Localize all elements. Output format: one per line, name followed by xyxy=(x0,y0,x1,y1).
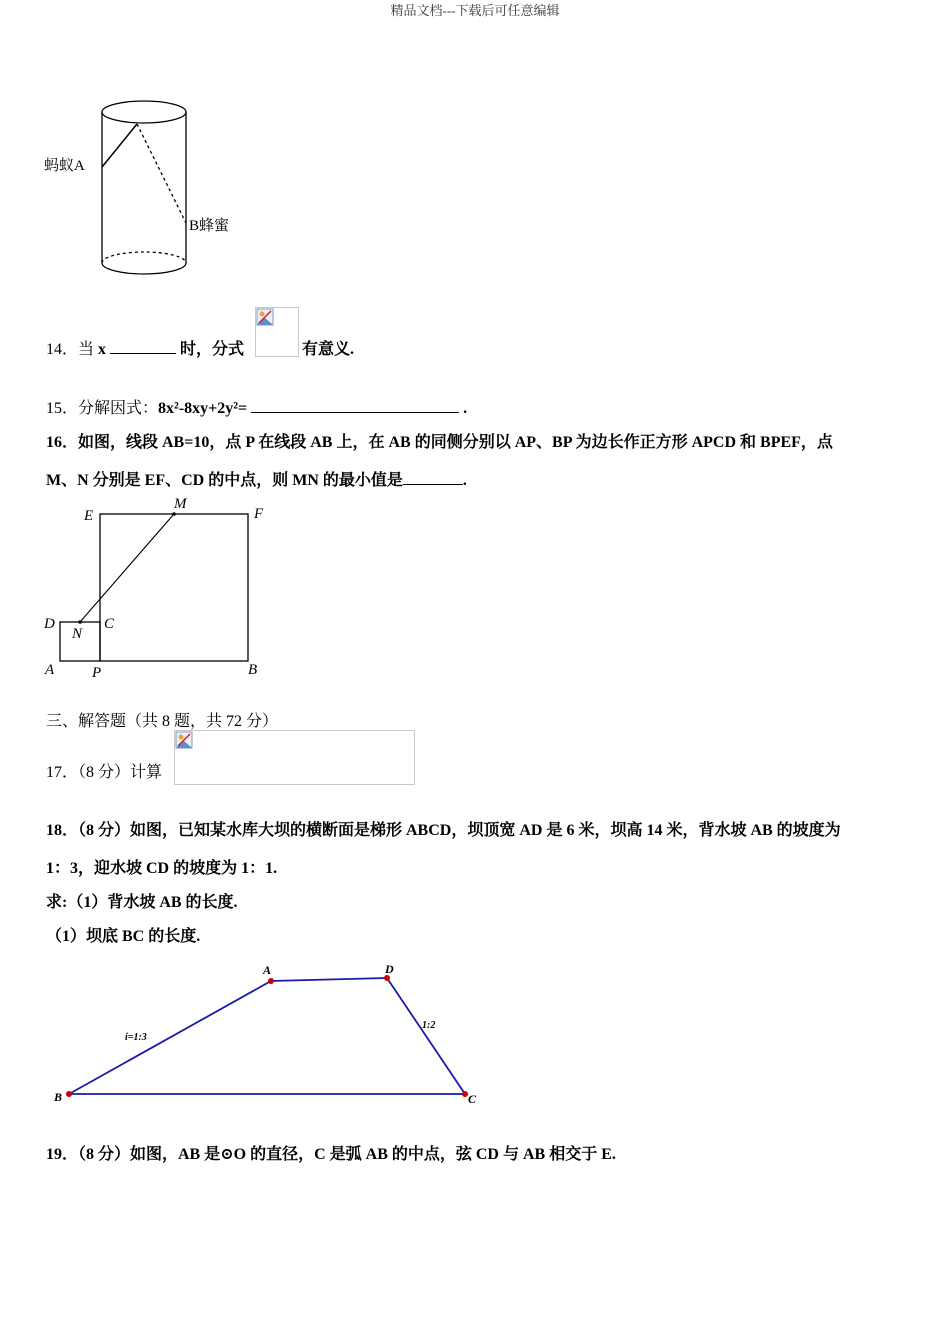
label-a: A xyxy=(263,963,272,977)
question-19: 19．（8 分）如图，AB 是⊙O 的直径，C 是弧 AB 的中点，弦 CD 与 AB 相交于 E. xyxy=(46,1146,616,1163)
honey-label: B蜂蜜 xyxy=(189,218,230,234)
q16-answer-blank[interactable] xyxy=(403,470,463,485)
question-18-line3: 求:（1）背水坡 AB 的长度. xyxy=(46,894,238,911)
squares-figure xyxy=(40,495,280,685)
label-d: D xyxy=(385,962,394,976)
broken-image-icon xyxy=(175,731,193,749)
question-18-line2: 1：3，迎水坡 CD 的坡度为 1：1. xyxy=(46,860,278,877)
ant-path-dashed xyxy=(137,124,186,223)
broken-image-icon xyxy=(256,308,274,326)
slope-cd-label: 1:2 xyxy=(422,1020,436,1031)
label-c: C xyxy=(104,616,115,632)
page-header: 精品文档---下载后可任意编辑 xyxy=(390,3,560,18)
question-17: 17．（8 分）计算 xyxy=(46,764,163,781)
square-bpef xyxy=(100,514,248,661)
question-15 xyxy=(46,395,467,418)
dam-trapezoid-figure xyxy=(45,958,495,1113)
label-b: B xyxy=(54,1090,63,1104)
ant-label: 蚂蚁A xyxy=(44,158,85,174)
q15-text: 15．分解因式： xyxy=(46,400,159,417)
q14-end: 有意义. xyxy=(302,341,355,358)
point-n xyxy=(78,620,82,624)
question-16-line1: 16．如图，线段 AB=10，点 P 在线段 AB 上，在 AB 的同侧分别以 AP、BP 为边长作正方形 APCD 和 BPEF，点 xyxy=(46,434,833,451)
label-c: C xyxy=(468,1092,477,1106)
q14-mid: 时，分式 xyxy=(180,341,245,358)
q14-var: x xyxy=(98,341,107,358)
expression-image-placeholder xyxy=(174,730,415,785)
cylinder-figure xyxy=(40,95,260,285)
cylinder-bottom-front xyxy=(102,263,186,274)
point-m xyxy=(172,512,176,516)
label-b: B xyxy=(248,662,258,678)
question-18-line1: 18．（8 分）如图，已知某水库大坝的横断面是梯形 ABCD，坝顶宽 AD 是 6 米，坝高 14 米，背水坡 AB 的坡度为 xyxy=(46,822,841,839)
question-14 xyxy=(46,336,354,359)
question-16-line2 xyxy=(46,467,467,490)
label-m: M xyxy=(174,496,187,512)
label-n: N xyxy=(72,626,83,642)
q16-line2-b: . xyxy=(462,472,467,489)
q15-end: . xyxy=(463,400,468,417)
q15-answer-blank[interactable] xyxy=(251,398,459,413)
label-d: D xyxy=(44,616,55,632)
q14-answer-blank[interactable] xyxy=(110,339,176,354)
slope-ab-label: i=1:3 xyxy=(125,1032,147,1043)
point-a xyxy=(268,978,274,984)
section-3-heading: 三、解答题（共 8 题，共 72 分） xyxy=(46,713,279,730)
q15-expr: 8x²-8xy+2y²= xyxy=(158,400,248,417)
segment-mn xyxy=(80,514,174,622)
question-18-line4: （1）坝底 BC 的长度. xyxy=(46,928,201,945)
ant-path-solid xyxy=(102,124,137,167)
label-e: E xyxy=(84,508,94,524)
q16-line2-a: M、N 分别是 EF、CD 的中点，则 MN 的最小值是 xyxy=(46,472,403,489)
label-p: P xyxy=(92,665,102,681)
cylinder-top-ellipse xyxy=(102,101,186,123)
cylinder-bottom-back xyxy=(102,252,186,263)
label-f: F xyxy=(254,506,264,522)
label-a: A xyxy=(45,662,55,678)
point-b xyxy=(66,1091,72,1097)
q14-num: 14．当 xyxy=(46,341,95,358)
